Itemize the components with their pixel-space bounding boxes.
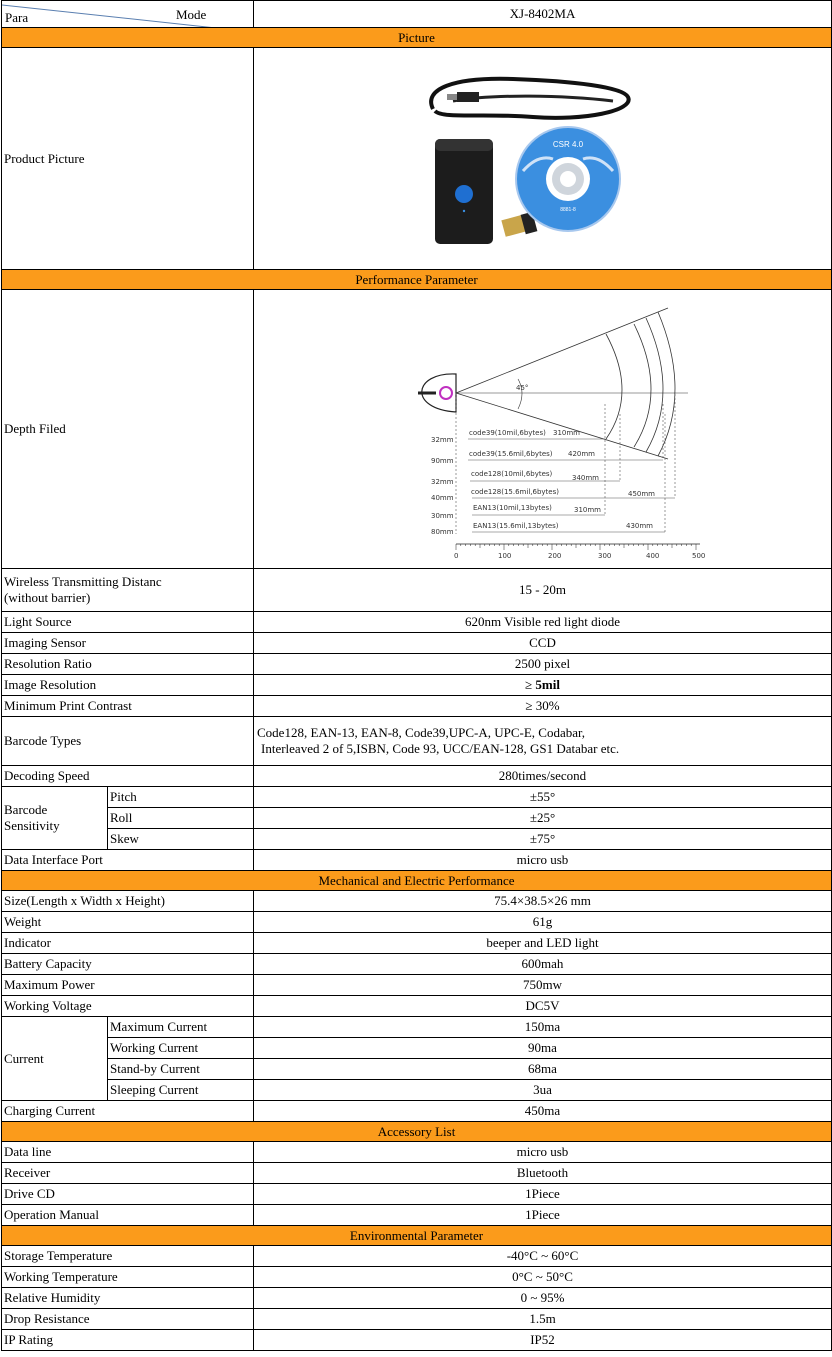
product-picture [254,48,832,270]
label: Imaging Sensor [2,633,254,654]
row-indicator [2,933,832,954]
row-voltage [2,996,832,1017]
label: Image Resolution [2,675,254,696]
label: Minimum Print Contrast [2,696,254,717]
depth-text: code39(15.6mil,6bytes) [468,450,553,458]
label: Battery Capacity [2,954,254,975]
sub-label: Sleeping Current [108,1080,254,1101]
label: Decoding Speed [2,766,254,787]
row-working-current [2,1038,832,1059]
section-title: Accessory List [2,1122,832,1142]
row-data-line [2,1142,832,1163]
depth-row-3 [431,470,620,486]
row-drive-cd [2,1184,832,1205]
value: -40°C ~ 60°C [254,1246,832,1267]
label: Drive CD [2,1184,254,1205]
row-sensitivity-pitch [2,787,832,808]
header-row [2,1,832,28]
value: 1Piece [254,1205,832,1226]
mode-label: Mode [176,7,207,22]
row-charging-current [2,1101,832,1122]
depth-right: 420mm [567,450,595,458]
row-sensitivity-skew [2,829,832,850]
value: 3ua [254,1080,832,1101]
depth-left: 40mm [430,494,454,502]
row-working-temp [2,1267,832,1288]
value: beeper and LED light [254,933,832,954]
section-picture [2,28,832,48]
value: 280times/second [254,766,832,787]
sub-label: Stand-by Current [108,1059,254,1080]
label: Operation Manual [2,1205,254,1226]
value: DC5V [254,996,832,1017]
label: Receiver [2,1163,254,1184]
row-storage-temp [2,1246,832,1267]
row-weight [2,912,832,933]
row-size [2,891,832,912]
section-environmental [2,1226,832,1246]
label-line: Barcode [4,802,48,817]
section-title: Picture [2,28,832,48]
section-performance [2,270,832,290]
value: 1.5m [254,1309,832,1330]
value: ±75° [254,829,832,850]
value: 0 ~ 95% [254,1288,832,1309]
label: Depth Filed [2,290,254,569]
value: 750mw [254,975,832,996]
label: Data line [2,1142,254,1163]
value: micro usb [254,1142,832,1163]
value [254,675,832,696]
depth-left: 32mm [430,478,454,486]
row-max-power [2,975,832,996]
diagonal-line [2,1,254,28]
angle-label: 45° [515,384,528,392]
value: micro usb [254,850,832,871]
depth-row-2 [431,450,663,465]
para-mode-cell [2,1,254,28]
section-title: Environmental Parameter [2,1226,832,1246]
sensitivity-label [2,787,108,850]
depth-right: 450mm [627,490,655,498]
tick-label: 0 [453,552,458,560]
value: ±55° [254,787,832,808]
sub-label: Roll [108,808,254,829]
section-title: Mechanical and Electric Performance [2,871,832,891]
row-print-contrast [2,696,832,717]
label: Size(Length x Width x Height) [2,891,254,912]
label: IP Rating [2,1330,254,1351]
value: 600mah [254,954,832,975]
label: Weight [2,912,254,933]
depth-right: 340mm [571,474,599,482]
sub-label: Working Current [108,1038,254,1059]
section-title: Performance Parameter [2,270,832,290]
row-manual [2,1205,832,1226]
value: ±25° [254,808,832,829]
row-standby-current [2,1059,832,1080]
tick-label: 500 [691,552,705,560]
depth-text: code39(10mil,6bytes) [468,429,546,437]
label: Working Temperature [2,1267,254,1288]
types-line: Code128, EAN-13, EAN-8, Code39,UPC-A, UPC-E, Codabar, [257,725,586,740]
value: 620nm Visible red light diode [254,612,832,633]
ruler-labels [454,552,705,560]
depth-text: EAN13(10mil,13bytes) [472,504,552,512]
row-wireless [2,569,832,612]
label-line: Wireless Transmitting Distanc [4,574,162,589]
depth-row-5 [431,504,605,520]
label: Drop Resistance [2,1309,254,1330]
label-line: Sensitivity [4,818,60,833]
depth-left: 90mm [430,457,454,465]
tick-label: 100 [497,552,511,560]
depth-left: 32mm [430,436,454,444]
tick-label: 200 [547,552,561,560]
types-line: Interleaved 2 of 5,ISBN, Code 93, UCC/EAN-128, GS1 Databar etc. [261,741,620,756]
value: 61g [254,912,832,933]
depth-text: code128(15.6mil,6bytes) [470,488,559,496]
row-depth-field [2,290,832,569]
label: Charging Current [2,1101,254,1122]
value: 0°C ~ 50°C [254,1267,832,1288]
cd-label: CSR 4.0 [552,139,583,149]
depth-row-1 [431,429,605,444]
depth-left: 30mm [430,512,454,520]
value: IP52 [254,1330,832,1351]
current-label: Current [2,1017,108,1101]
value: 150ma [254,1017,832,1038]
row-ip-rating [2,1330,832,1351]
depth-diagram [254,290,832,569]
value: 75.4×38.5×26 mm [254,891,832,912]
row-sensitivity-roll [2,808,832,829]
bold-value: 5mil [535,677,560,692]
value [254,717,832,766]
row-imaging-sensor [2,633,832,654]
sub-label: Maximum Current [108,1017,254,1038]
sub-label: Pitch [108,787,254,808]
label-line: (without barrier) [4,590,91,605]
value: 450ma [254,1101,832,1122]
depth-field-diagram [378,294,708,564]
value: 68ma [254,1059,832,1080]
label: Relative Humidity [2,1288,254,1309]
depth-row-6 [431,522,665,536]
symbol: ≥ [525,677,536,692]
row-sleeping-current [2,1080,832,1101]
section-accessory [2,1122,832,1142]
row-product-picture [2,48,832,270]
label [2,569,254,612]
value: 15 - 20m [254,569,832,612]
label: Data Interface Port [2,850,254,871]
depth-right: 310mm [573,506,601,514]
depth-left: 80mm [430,528,454,536]
row-light-source [2,612,832,633]
cd-sub-label: 8881-8 [559,206,576,213]
sub-label: Skew [108,829,254,850]
value: Bluetooth [254,1163,832,1184]
value: ≥ 30% [254,696,832,717]
row-receiver [2,1163,832,1184]
row-barcode-types [2,717,832,766]
depth-row-4 [431,488,675,502]
product-image [413,59,673,259]
value: 1Piece [254,1184,832,1205]
depth-text: EAN13(15.6mil,13bytes) [472,522,559,530]
usb-plug-icon [457,92,479,102]
row-max-current [2,1017,832,1038]
tick-label: 400 [645,552,659,560]
value: CCD [254,633,832,654]
value: 2500 pixel [254,654,832,675]
depth-right: 310mm [552,429,580,437]
model-name: XJ-8402MA [254,1,832,28]
row-drop [2,1309,832,1330]
label: Storage Temperature [2,1246,254,1267]
value: 90ma [254,1038,832,1059]
spec-table [1,0,832,1351]
para-label: Para [5,10,29,25]
label: Indicator [2,933,254,954]
row-decoding-speed [2,766,832,787]
label: Working Voltage [2,996,254,1017]
row-humidity [2,1288,832,1309]
tick-label: 300 [597,552,611,560]
scan-button-icon [455,185,473,203]
label: Resolution Ratio [2,654,254,675]
label: Light Source [2,612,254,633]
row-resolution-ratio [2,654,832,675]
row-interface-port [2,850,832,871]
label: Product Picture [2,48,254,270]
depth-text: code128(10mil,6bytes) [470,470,552,478]
label: Maximum Power [2,975,254,996]
row-image-resolution [2,675,832,696]
depth-right: 430mm [625,522,653,530]
row-battery [2,954,832,975]
label: Barcode Types [2,717,254,766]
section-mechanical [2,871,832,891]
